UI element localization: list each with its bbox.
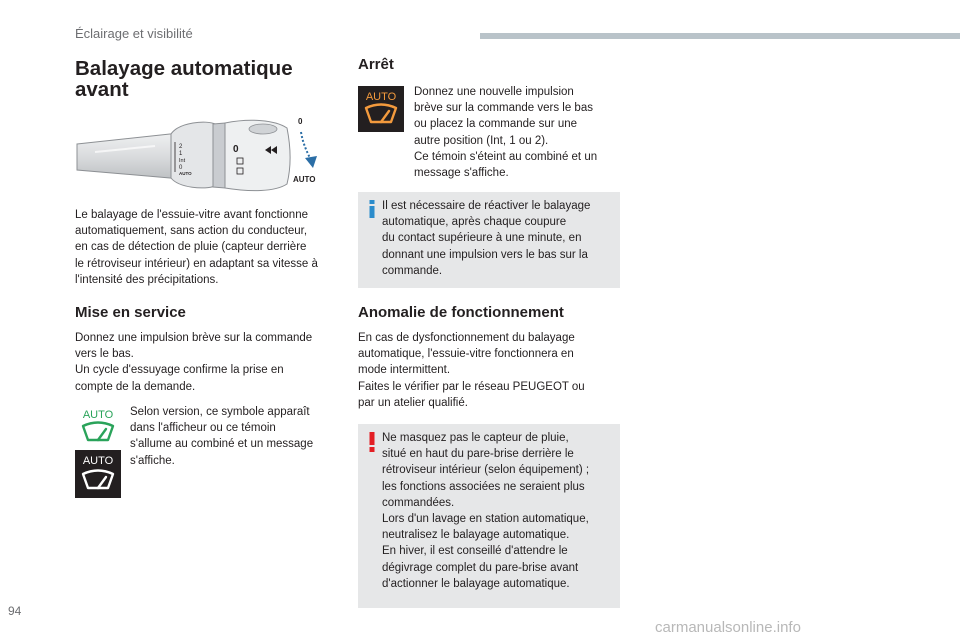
lever-label-0: 0 xyxy=(179,165,183,171)
anomalie-line: par un atelier qualifié. xyxy=(358,396,468,409)
warning-line: d'actionner le balayage automatique. xyxy=(382,577,570,590)
intro-line: automatiquement, sans action du conducteur, xyxy=(75,225,308,238)
warning-line: neutralisez le balayage automatique. xyxy=(382,529,570,542)
wiper-stalk-illustration xyxy=(75,112,325,192)
lever-label-auto: AUTO xyxy=(179,171,192,176)
wiper-auto-green-icon xyxy=(75,404,121,450)
warning-line: situé en haut du pare-brise derrière le xyxy=(382,448,574,461)
page-title xyxy=(75,58,293,100)
intro-line: Le balayage de l'essuie-vitre avant fonctionne xyxy=(75,209,308,221)
page-title-line: avant xyxy=(75,78,129,101)
info-icon xyxy=(368,200,376,218)
position-label-0: 0 xyxy=(298,117,303,126)
intro-line: l'intensité des précipitations. xyxy=(75,273,219,286)
anomalie-paragraph xyxy=(358,330,585,411)
lever-label-1: 1 xyxy=(179,151,183,157)
section-title-anomalie: Anomalie de fonctionnement xyxy=(358,304,564,321)
warning-note-text xyxy=(382,430,589,592)
header-title: Éclairage et visibilité xyxy=(75,26,193,41)
info-note-text xyxy=(382,198,590,279)
symbol-line: Selon version, ce symbole apparaît xyxy=(130,406,310,418)
section-title-mise-en-service: Mise en service xyxy=(75,304,186,321)
arret-line: Ce témoin s'éteint au combiné et un xyxy=(414,150,598,163)
symbol-line: s'affiche. xyxy=(130,454,175,467)
anomalie-line: automatique, l'essuie-vitre fonctionnera en xyxy=(358,348,574,361)
intro-line: en cas de détection de pluie (capteur derrière xyxy=(75,241,307,254)
symbol-paragraph xyxy=(130,404,313,469)
arret-line: autre position (Int, 1 ou 2). xyxy=(414,134,549,147)
warning-line: dégivrage complet du pare-brise avant xyxy=(382,561,579,574)
wiper-auto-orange-label: AUTO xyxy=(365,91,397,103)
ring-label-0: 0 xyxy=(233,144,239,155)
info-note-box xyxy=(358,192,620,288)
arret-line: message s'affiche. xyxy=(414,167,509,180)
mise-line: Donnez une impulsion brève sur la commande xyxy=(75,332,313,344)
lever-label-2: 2 xyxy=(179,144,183,150)
warning-note-box xyxy=(358,424,620,608)
wiper-auto-white-on-black-icon xyxy=(75,450,121,498)
mise-line: vers le bas. xyxy=(75,348,134,361)
page-number: 94 xyxy=(8,604,22,618)
mise-line: Un cycle d'essuyage confirme la prise en xyxy=(75,364,284,377)
section-title-arret: Arrêt xyxy=(358,56,394,73)
page-title-line: Balayage automatique xyxy=(75,57,293,80)
arret-line: brève sur la commande vers le bas xyxy=(414,102,593,115)
wiper-auto-white-label: AUTO xyxy=(82,455,114,467)
position-label-auto: AUTO xyxy=(293,175,316,184)
warning-line: rétroviseur intérieur (selon équipement) ; xyxy=(382,464,590,477)
mise-en-service-paragraph xyxy=(75,330,312,395)
symbol-line: dans l'afficheur ou ce témoin xyxy=(130,422,276,435)
warning-line: Ne masquez pas le capteur de pluie, xyxy=(382,432,569,444)
intro-paragraph xyxy=(75,207,318,288)
intro-line: le rétroviseur intérieur) en adaptant sa vitesse à xyxy=(75,257,318,270)
warning-line: commandées. xyxy=(382,496,455,509)
arret-line: Donnez une nouvelle impulsion xyxy=(414,86,574,98)
symbol-line: s'allume au combiné et un message xyxy=(130,438,314,451)
warning-icon xyxy=(368,432,376,452)
anomalie-line: Faites le vérifier par le réseau PEUGEOT ou xyxy=(358,380,585,393)
info-line: commande. xyxy=(382,264,443,277)
anomalie-line: mode intermittent. xyxy=(358,364,451,377)
anomalie-line: En cas de dysfonctionnement du balayage xyxy=(358,332,575,344)
watermark-link[interactable]: carmanualsonline.info xyxy=(655,619,801,636)
arret-line: ou placez la commande sur une xyxy=(414,118,578,131)
info-line: donnant une impulsion vers le bas sur la xyxy=(382,248,588,261)
mise-line: compte de la demande. xyxy=(75,380,196,393)
lever-label-int: Int xyxy=(179,158,186,164)
header-bar xyxy=(480,33,960,39)
info-line: automatique, après chaque coupure xyxy=(382,216,567,229)
warning-line: les fonctions associées ne seraient plus xyxy=(382,480,585,493)
wiper-auto-orange-on-black-icon xyxy=(358,86,404,132)
arrow-down-icon xyxy=(301,132,317,168)
info-line: Il est nécessaire de réactiver le balayage xyxy=(382,200,591,212)
warning-line: Lors d'un lavage en station automatique, xyxy=(382,513,589,526)
arret-paragraph xyxy=(414,84,597,181)
wiper-auto-green-label: AUTO xyxy=(82,409,114,421)
info-line: du contact supérieure à une minute, en xyxy=(382,232,582,245)
warning-line: En hiver, il est conseillé d'attendre le xyxy=(382,545,568,558)
